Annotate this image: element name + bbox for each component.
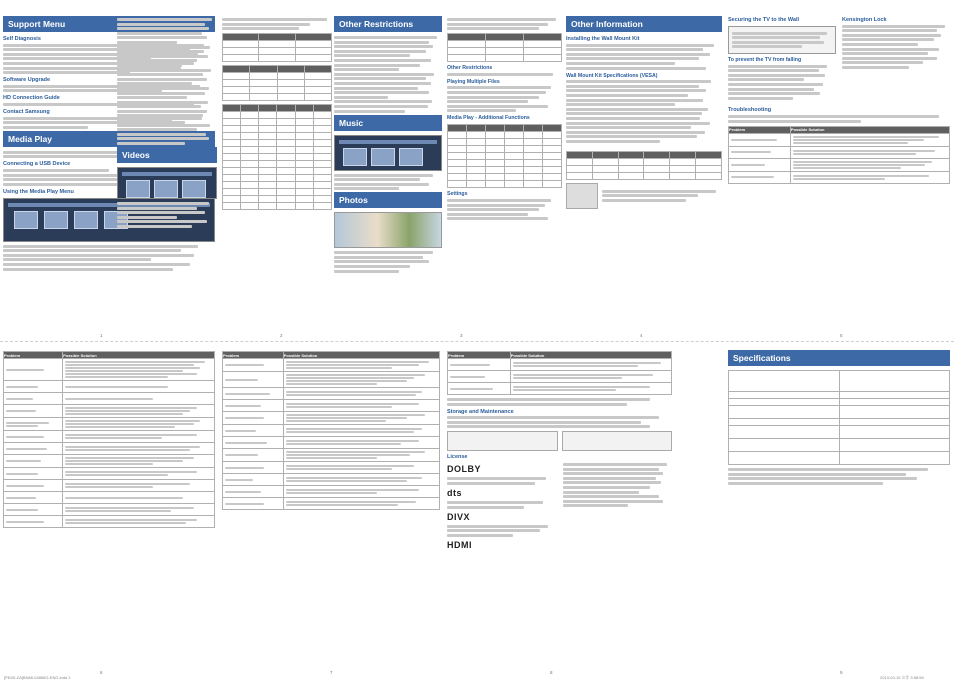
- videos-screen-image: [117, 167, 217, 199]
- photos-screen-image: [334, 212, 442, 248]
- subheading: Playing Multiple Files: [447, 78, 500, 85]
- page-number: 7: [330, 670, 333, 675]
- specifications-table: [728, 370, 950, 465]
- problem-header: Problem: [4, 352, 63, 359]
- divx-logo: DIVX: [447, 511, 471, 522]
- troubleshooting-table-continued: [447, 351, 672, 395]
- troubleshooting-table-continued: [3, 351, 215, 528]
- page-troubleshooting-3: [447, 348, 672, 666]
- hdmi-logo: HDMI: [447, 539, 472, 550]
- solution-header: Possible Solution: [283, 352, 439, 359]
- problem-header: Problem: [729, 126, 791, 133]
- video-codec-table: [222, 104, 332, 210]
- bottom-sheet: [0, 341, 954, 683]
- care-image: [447, 431, 558, 451]
- additional-functions-table: [447, 124, 562, 188]
- subheading: Software Upgrade: [3, 77, 51, 84]
- wall-mount-warning-image: [566, 183, 598, 209]
- subheading: Contact Samsung: [3, 108, 50, 115]
- page-other-information: [566, 14, 722, 332]
- subheading: Media Play - Additional Functions: [447, 115, 530, 122]
- section-heading: Other Information: [566, 16, 722, 32]
- solution-header: Possible Solution: [63, 352, 215, 359]
- subheading: Other Restrictions: [447, 65, 493, 72]
- page-multiple-files: [447, 14, 562, 332]
- dts-logo: dts: [447, 487, 462, 498]
- section-heading: Media Play: [3, 131, 215, 147]
- subheading: To prevent the TV from falling: [728, 56, 802, 63]
- page-other-restrictions: [334, 14, 442, 332]
- page-securing-tv: [728, 14, 950, 332]
- page-troubleshooting-1: [3, 348, 215, 666]
- solution-header: Possible Solution: [510, 352, 671, 359]
- page-supported-formats: [222, 14, 332, 332]
- subtitle-format-table: [222, 33, 332, 62]
- page-number: 3: [460, 333, 463, 338]
- subheading: Troubleshooting: [728, 107, 772, 114]
- subheading: Securing the TV to the Wall: [728, 17, 799, 23]
- section-heading: Photos: [334, 192, 442, 208]
- section-heading: Support Menu: [3, 16, 215, 32]
- subheading: HD Connection Guide: [3, 95, 60, 102]
- date-footer: 2013-03-15 오후 3:58:55: [880, 675, 924, 680]
- subheading: Storage and Maintenance: [447, 408, 514, 415]
- section-heading: Specifications: [728, 350, 950, 366]
- care-image: [562, 431, 673, 451]
- music-screen-image: [334, 135, 442, 171]
- subheading: Settings: [447, 191, 468, 198]
- page-number: 5: [840, 333, 843, 338]
- page-number: 2: [280, 333, 283, 338]
- subheading: Kensington Lock: [842, 17, 887, 23]
- subheading: Installing the Wall Mount Kit: [566, 36, 640, 42]
- problem-header: Problem: [223, 352, 284, 359]
- solution-header: Possible Solution: [790, 126, 949, 133]
- subheading: Self Diagnosis: [3, 36, 41, 42]
- page-troubleshooting-2: [222, 348, 440, 666]
- page-number: 9: [840, 670, 843, 675]
- wall-mount-spec-table: [566, 151, 722, 180]
- subheading: Connecting a USB Device: [3, 161, 71, 168]
- subheading: Wall Mount Kit Specifications (VESA): [566, 72, 658, 79]
- troubleshooting-table: [728, 126, 950, 184]
- page-number: 4: [640, 333, 643, 338]
- page-number: 6: [100, 670, 103, 675]
- page-number: 8: [550, 670, 553, 675]
- caution-box: [728, 26, 836, 54]
- dolby-logo: DOLBY: [447, 464, 481, 475]
- section-heading: Other Restrictions: [334, 16, 442, 32]
- section-heading: Videos: [117, 147, 217, 163]
- subtitle-extension-table: [222, 65, 332, 101]
- subheading: License: [447, 454, 468, 461]
- subheading: Using the Media Play Menu: [3, 188, 74, 195]
- page-media-play-notes: [117, 14, 217, 332]
- page-number: 1: [100, 333, 103, 338]
- file-name-footer: [PE6S-ZA]BN68-04866G-ENG.indd 2: [4, 675, 71, 680]
- problem-header: Problem: [448, 352, 511, 359]
- music-format-table: [447, 33, 562, 62]
- section-heading: Music: [334, 115, 442, 131]
- page-specifications: [728, 348, 950, 666]
- top-sheet: [0, 0, 954, 341]
- troubleshooting-table-continued: [222, 351, 440, 510]
